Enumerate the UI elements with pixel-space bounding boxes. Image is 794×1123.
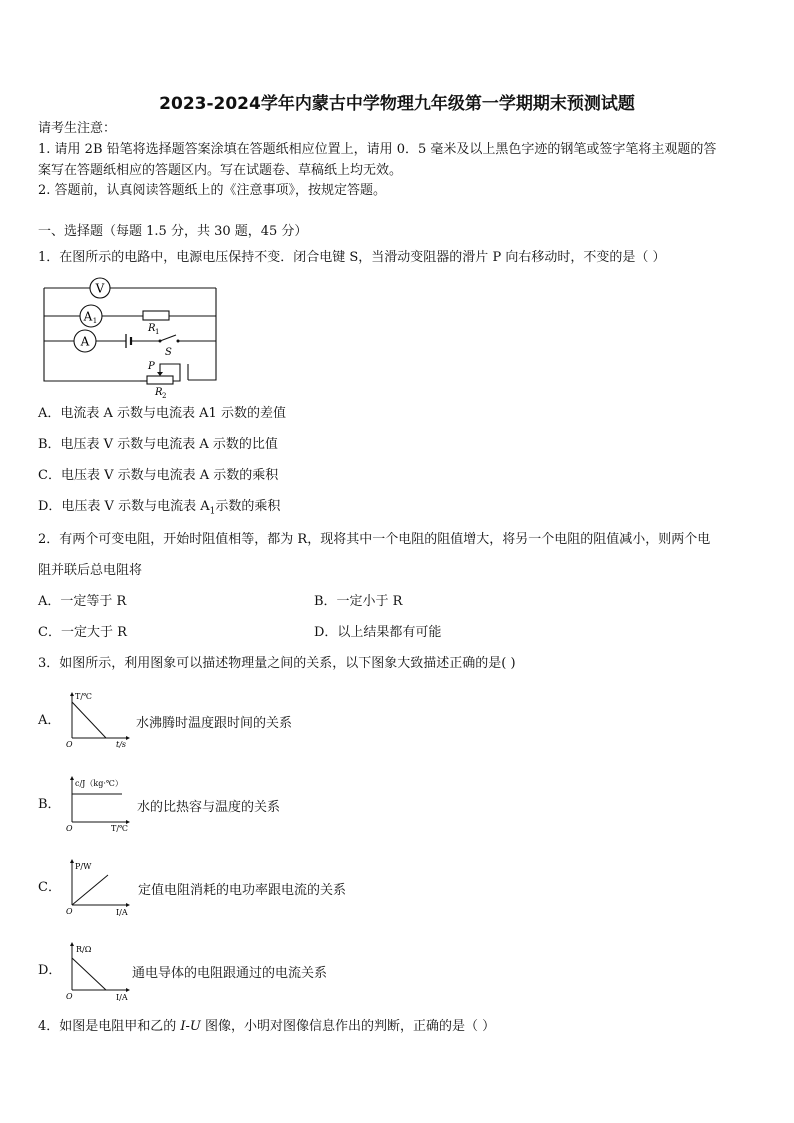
notice-item-2: 2. 答题前，认真阅读答题纸上的《注意事项》，按规定答题。 xyxy=(38,183,387,198)
q3-graph-d-origin: O xyxy=(66,992,73,1001)
q3-graph-c-y-label: P/W xyxy=(75,862,92,871)
q3-graph-a xyxy=(64,690,134,750)
q2-option-c: C．一定大于 R xyxy=(38,625,127,640)
q1-option-a: A．电流表 A 示数与电流表 A1 示数的差值 xyxy=(38,406,286,421)
q1-option-b: B．电压表 V 示数与电流表 A 示数的比值 xyxy=(38,437,278,452)
ammeter-a1-subscript: 1 xyxy=(92,317,98,325)
notice-item-1-line-1: 1. 请用 2B 铅笔将选择题答案涂填在答题纸相应位置上，请用 0．5 毫米及以上黑色字迹的钢笔或签字笔将主观题的答 xyxy=(38,142,717,157)
q4-stem-post: 图像，小明对图像信息作出的判断，正确的是（ ） xyxy=(200,1019,496,1034)
q3-option-b-letter: B． xyxy=(38,797,61,812)
notice-item-1-line-2: 案写在答题纸相应的答题区内。写在试题卷、草稿纸上均无效。 xyxy=(38,163,403,178)
switch-label: S xyxy=(165,347,172,358)
slider-label: P xyxy=(148,361,155,372)
ammeter-a1-label: A xyxy=(83,309,93,324)
q2-stem-line-1: 2．有两个可变电阻，开始时阻值相等，都为 R，现将其中一个电阻的阻值增大，将另一个电阻的阻值减小，则两个电 xyxy=(38,532,711,547)
q3-graph-d-y-label: R/Ω xyxy=(76,945,92,954)
q3-option-c-letter: C． xyxy=(38,880,61,895)
q3-graph-d-line xyxy=(72,958,106,990)
q3-graph-d xyxy=(64,940,136,1002)
voltmeter-label: V xyxy=(95,281,105,296)
q3-graph-c-line xyxy=(72,875,108,905)
q2-option-b: B．一定小于 R xyxy=(314,594,403,609)
r1-label: R xyxy=(148,323,156,334)
q4-stem xyxy=(38,1019,495,1035)
r2-subscript: 2 xyxy=(162,392,167,398)
q3-graph-d-x-label: I/A xyxy=(116,993,128,1002)
q1-option-d-subscript: 1 xyxy=(209,506,216,517)
q1-circuit-diagram xyxy=(40,276,220,398)
q1-option-d-pre: D．电压表 V 示数与电流表 A xyxy=(38,499,210,514)
q3-graph-b-origin: O xyxy=(66,824,73,833)
q4-stem-pre: 4．如图是电阻甲和乙的 xyxy=(38,1019,181,1034)
q3-graph-a-y-label: T/℃ xyxy=(75,692,92,701)
r2-label: R xyxy=(155,387,163,398)
q3-graph-a-origin: O xyxy=(66,740,73,749)
q3-graph-a-caption: 水沸腾时温度跟时间的关系 xyxy=(136,716,293,731)
q2-option-d: D．以上结果都有可能 xyxy=(314,625,442,640)
q3-graph-b-caption: 水的比热容与温度的关系 xyxy=(137,800,281,815)
q3-graph-b-y-label: c/J（kg·℃） xyxy=(75,779,123,788)
page-title: 2023-2024学年内蒙古中学物理九年级第一学期期末预测试题 xyxy=(159,94,635,114)
q3-graph-d-caption: 通电导体的电阻跟通过的电流关系 xyxy=(132,966,328,981)
r1-subscript: 1 xyxy=(155,328,160,336)
q3-option-d-letter: D． xyxy=(38,963,62,978)
notice-heading: 请考生注意： xyxy=(38,121,117,136)
q3-graph-a-line xyxy=(72,702,106,738)
q1-stem: 1．在图所示的电路中，电源电压保持不变．闭合电键 S，当滑动变阻器的滑片 P 向右移动时，不变的是（ ） xyxy=(38,250,666,265)
q2-stem-line-2: 阻并联后总电阻将 xyxy=(38,563,143,578)
q3-graph-b-x-label: T/℃ xyxy=(111,824,128,833)
q1-option-d-post: 示数的乘积 xyxy=(215,499,281,514)
q2-option-a: A．一定等于 R xyxy=(38,594,127,609)
q1-option-c: C．电压表 V 示数与电流表 A 示数的乘积 xyxy=(38,468,279,483)
q4-stem-italic: I-U xyxy=(180,1019,201,1034)
q3-graph-b xyxy=(64,774,136,834)
q3-graph-a-x-label: t/s xyxy=(116,740,127,749)
section-heading: 一、选择题（每题 1.5 分，共 30 题，45 分） xyxy=(38,224,308,239)
q3-stem: 3．如图所示，利用图象可以描述物理量之间的关系，以下图象大致描述正确的是( ) xyxy=(38,656,516,671)
q1-option-d xyxy=(38,499,280,520)
q3-option-a-letter: A． xyxy=(38,713,61,728)
q3-graph-c-x-label: I/A xyxy=(116,908,128,917)
q3-graph-c-caption: 定值电阻消耗的电功率跟电流的关系 xyxy=(138,883,347,898)
q3-graph-c xyxy=(64,857,136,917)
q3-graph-c-origin: O xyxy=(66,907,73,916)
ammeter-a-label: A xyxy=(80,334,90,349)
